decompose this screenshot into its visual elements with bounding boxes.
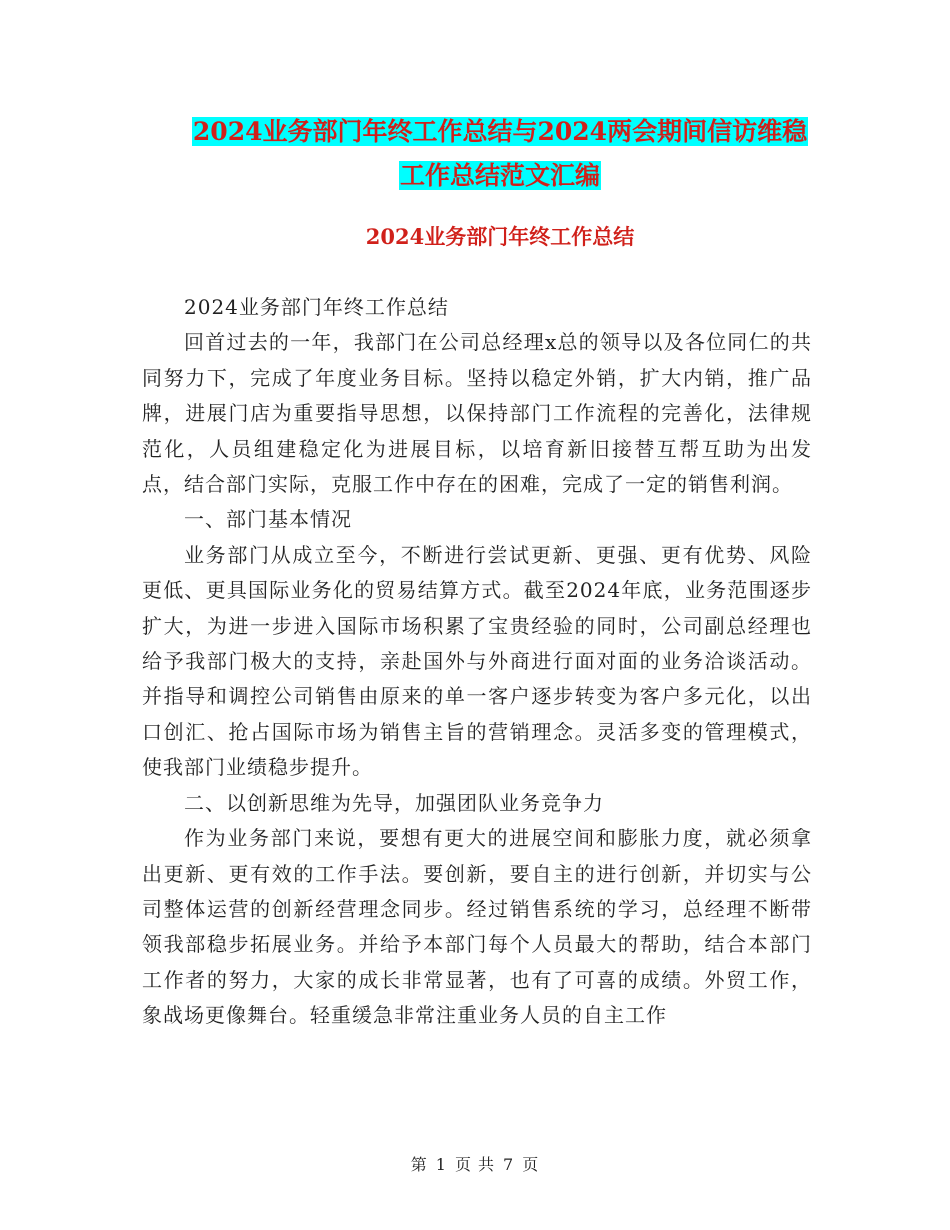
document-title (140, 110, 860, 198)
footer-page-mid: 页 共 (454, 1155, 496, 1174)
page-footer (0, 1152, 950, 1175)
footer-page-prefix: 第 (410, 1155, 428, 1174)
footer-page-number: 1 (435, 1155, 447, 1174)
document-body (142, 290, 812, 1034)
paragraph: 2024业务部门年终工作总结 (184, 295, 449, 319)
section-heading: 二、以创新思维为先导，加强团队业务竞争力 (184, 790, 604, 815)
footer-page-total: 7 (503, 1155, 515, 1174)
section-heading: 一、部门基本情况 (184, 507, 352, 532)
paragraph: 业务部门从成立至今，不断进行尝试更新、更强、更有优势、风险更低、更具国际业务化的贸易结算方式。截至2024年底，业务范围逐步扩大，为进一步进入国际市场积累了宝贵经验的同时，公司副总经理也给予我部门极大的支持，亲赴国外与外商进行面对面的业务洽谈活动。并指导和调控公司销售由原来的单一客户逐步转变为客户多元化，以出口创汇、抢占国际市场为销售主旨的营销理念。灵活多变的管理模式，使我部门业绩稳步提升。 (142, 542, 812, 780)
paragraph: 回首过去的一年，我部门在公司总经理x总的领导以及各位同仁的共同努力下，完成了年度业务目标。坚持以稳定外销，扩大内销，推广品牌，进展门店为重要指导思想，以保持部门工作流程的完善化，法律规范化，人员组建稳定化为进展目标，以培育新旧接替互帮互助为出发点，结合部门实际，克服工作中存在的困难，完成了一定的销售利润。 (142, 330, 812, 497)
title-line-2: 工作总结范文汇编 (399, 161, 600, 190)
footer-page-suffix: 页 (522, 1155, 540, 1174)
title-line-1: 2024业务部门年终工作总结与2024两会期间信访维稳 (192, 117, 808, 146)
paragraph: 作为业务部门来说，要想有更大的进展空间和膨胀力度，就必须拿出更新、更有效的工作手法。要创新，要自主的进行创新，并切实与公司整体运营的创新经营理念同步。经过销售系统的学习，总经理不断带领我部稳步拓展业务。并给予本部门每个人员最大的帮助，结合本部门工作者的努力，大家的成长非常显著，也有了可喜的成绩。外贸工作，象战场更像舞台。轻重缓急非常注重业务人员的自主工作 (142, 826, 812, 1028)
section-title: 2024业务部门年终工作总结 (365, 224, 635, 249)
